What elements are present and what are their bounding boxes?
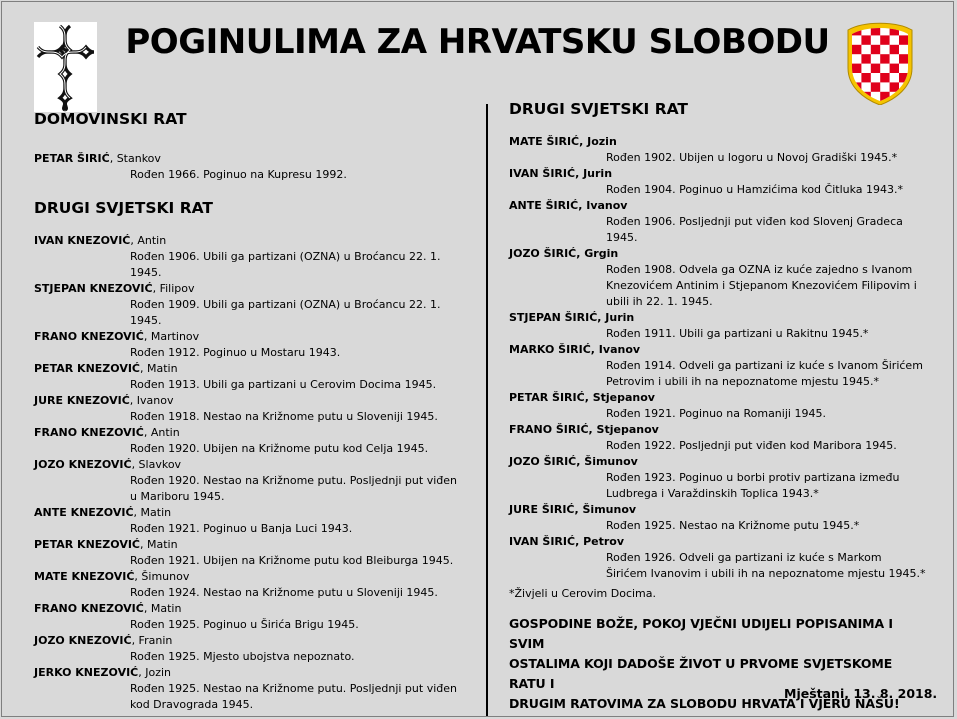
entry-father: , Antin xyxy=(143,426,180,439)
entry-father: , Grgin xyxy=(576,247,619,260)
memorial-entry xyxy=(509,134,929,166)
entry-detail: Rođen 1966. Poginuo na Kupresu 1992. xyxy=(130,168,347,181)
braided-cross-icon xyxy=(34,22,97,112)
entry-father: , Jurin xyxy=(597,311,635,324)
entry-father: , Stjepanov xyxy=(588,423,659,436)
entry-father: , Šimunov xyxy=(574,503,637,516)
memorial-entry xyxy=(34,633,474,665)
entry-detail: Rođen 1922. Posljednji put viđen kod Maribora 1945. xyxy=(606,439,897,452)
entry-detail: Rođen 1909. Ubili ga partizani (OZNA) u Broćancu 22. 1. 1945. xyxy=(130,298,441,327)
entry-detail: Rođen 1902. Ubijen u logoru u Novoj Gradiški 1945.* xyxy=(606,151,898,164)
entry-name: PETAR ŠIRIĆ xyxy=(34,152,110,165)
entry-detail: Ludbrega i Varaždinskih Toplica 1943.* xyxy=(606,487,819,500)
prayer-line: OSTALIMA KOJI DADOŠE ŽIVOT U PRVOME SVJETSKOME RATU I xyxy=(509,656,893,691)
entry-name: MATE KNEZOVIĆ xyxy=(34,570,135,583)
memorial-entry xyxy=(509,422,929,454)
entry-name: JURE ŠIRIĆ xyxy=(509,503,575,516)
entry-detail: Rođen 1914. Odveli ga partizani iz kuće s Ivanom Širićem xyxy=(606,359,923,372)
memorial-entry xyxy=(34,151,474,183)
prayer-line: DRUGIM RATOVIMA ZA SLOBODU HRVATA I VJERU NAŠU! xyxy=(509,696,900,711)
memorial-entry xyxy=(34,393,474,425)
entry-father: , Matin xyxy=(133,506,172,519)
entry-father: , Stankov xyxy=(109,152,161,165)
entry-father: , Stjepanov xyxy=(584,391,655,404)
left-column xyxy=(34,108,474,713)
entry-name: IVAN KNEZOVIĆ xyxy=(34,234,131,247)
entry-name: FRANO ŠIRIĆ xyxy=(509,423,589,436)
entry-name: IVAN ŠIRIĆ xyxy=(509,167,576,180)
memorial-entry xyxy=(34,601,474,633)
memorial-entry xyxy=(509,502,929,534)
entry-name: FRANO KNEZOVIĆ xyxy=(34,330,144,343)
entry-name: JOZO KNEZOVIĆ xyxy=(34,634,132,647)
memorial-entry xyxy=(509,454,929,502)
footnote: *Živjeli u Cerovim Docima. xyxy=(509,587,656,600)
entry-detail: Rođen 1921. Poginuo u Banja Luci 1943. xyxy=(130,522,353,535)
entry-detail: Rođen 1904. Poginuo u Hamzićima kod Čitluka 1943.* xyxy=(606,183,904,196)
entry-name: MATE ŠIRIĆ xyxy=(509,135,580,148)
signature: Mještani, 13. 8. 2018. xyxy=(784,686,938,701)
memorial-entry xyxy=(34,569,474,601)
entry-detail: Rođen 1906. Posljednji put viđen kod Slovenj Gradeca xyxy=(606,215,903,228)
page-title: POGINULIMA ZA HRVATSKU SLOBODU xyxy=(125,22,830,62)
entry-detail: Rođen 1925. Poginuo u Širića Brigu 1945. xyxy=(130,618,359,631)
entry-name: JERKO KNEZOVIĆ xyxy=(34,666,139,679)
memorial-entry xyxy=(34,505,474,537)
entry-detail: Rođen 1920. Ubijen na Križnome putu kod Celja 1945. xyxy=(130,442,429,455)
entry-name: JURE KNEZOVIĆ xyxy=(34,394,130,407)
section-heading-ww2-right: DRUGI SVJETSKI RAT xyxy=(509,100,688,118)
memorial-entry xyxy=(34,233,474,281)
memorial-entry xyxy=(509,342,929,390)
prayer-line: GOSPODINE BOŽE, POKOJ VJEČNI UDIJELI POPISANIMA I SVIM xyxy=(509,616,893,651)
memorial-entry xyxy=(34,665,474,713)
memorial-entry xyxy=(509,166,929,198)
memorial-entry xyxy=(509,310,929,342)
entry-name: JOZO KNEZOVIĆ xyxy=(34,458,132,471)
column-divider xyxy=(486,104,488,716)
entry-detail: Širićem Ivanovim i ubili ih na nepoznatome mjestu 1945.* xyxy=(606,567,926,580)
entry-name: MARKO ŠIRIĆ xyxy=(509,343,591,356)
entry-father: , Jurin xyxy=(575,167,613,180)
entry-detail: Rođen 1911. Ubili ga partizani u Rakitnu 1945.* xyxy=(606,327,869,340)
section-heading-homeland-war: DOMOVINSKI RAT xyxy=(34,110,187,128)
entry-detail: Rođen 1924. Nestao na Križnome putu u Sloveniji 1945. xyxy=(130,586,438,599)
entry-detail: kod Dravograda 1945. xyxy=(130,698,254,711)
entry-father: , Matin xyxy=(140,538,178,551)
entry-name: ANTE ŠIRIĆ xyxy=(509,199,579,212)
entry-detail: Rođen 1921. Ubijen na Križnome putu kod Bleiburga 1945. xyxy=(130,554,454,567)
memorial-entry xyxy=(34,537,474,569)
entry-name: PETAR KNEZOVIĆ xyxy=(34,538,140,551)
entry-detail: Rođen 1926. Odveli ga partizani iz kuće s Markom xyxy=(606,551,882,564)
entry-father: , Franin xyxy=(131,634,173,647)
memorial-entry xyxy=(34,329,474,361)
section-heading-ww2-left: DRUGI SVJETSKI RAT xyxy=(34,199,213,217)
right-column xyxy=(509,98,929,714)
entry-father: , Martinov xyxy=(143,330,200,343)
entry-name: FRANO KNEZOVIĆ xyxy=(34,426,144,439)
entry-name: IVAN ŠIRIĆ xyxy=(509,535,576,548)
memorial-entry xyxy=(509,198,929,246)
memorial-entry xyxy=(34,281,474,329)
entry-detail: Rođen 1913. Ubili ga partizani u Cerovim Docima 1945. xyxy=(130,378,437,391)
entry-detail: Rođen 1920. Nestao na Križnome putu. Posljednji put viđen xyxy=(130,474,457,487)
entry-detail: Rođen 1925. Mjesto ubojstva nepoznato. xyxy=(130,650,355,663)
memorial-entry xyxy=(34,457,474,505)
entry-detail: Rođen 1925. Nestao na Križnome putu. Posljednji put viđen xyxy=(130,682,457,695)
entry-name: JOZO ŠIRIĆ xyxy=(509,247,577,260)
memorial-entry xyxy=(509,246,929,310)
entry-father: , Jozin xyxy=(579,135,617,148)
entry-father: , Filipov xyxy=(152,282,195,295)
entry-name: PETAR KNEZOVIĆ xyxy=(34,362,140,375)
entry-father: , Antin xyxy=(130,234,167,247)
entry-detail: Rođen 1906. Ubili ga partizani (OZNA) u Broćancu 22. 1. 1945. xyxy=(130,250,441,279)
entry-detail: Rođen 1925. Nestao na Križnome putu 1945.* xyxy=(606,519,860,532)
entry-name: ANTE KNEZOVIĆ xyxy=(34,506,134,519)
entry-detail: Knezovićem Antinim i Stjepanom Knezovićem Filipovim i xyxy=(606,279,917,292)
entry-detail: Rođen 1918. Nestao na Križnome putu u Sloveniji 1945. xyxy=(130,410,438,423)
entry-detail: Rođen 1921. Poginuo na Romaniji 1945. xyxy=(606,407,826,420)
entry-father: , Slavkov xyxy=(131,458,182,471)
entry-name: STJEPAN KNEZOVIĆ xyxy=(34,282,153,295)
memorial-entry xyxy=(509,534,929,582)
memorial-entry xyxy=(509,390,929,422)
entry-name: JOZO ŠIRIĆ xyxy=(509,455,577,468)
entry-father: , Matin xyxy=(143,602,182,615)
entry-detail: u Mariboru 1945. xyxy=(130,490,225,503)
entry-detail: Rođen 1923. Poginuo u borbi protiv partizana između xyxy=(606,471,900,484)
entry-father: , Ivanov xyxy=(129,394,174,407)
entry-detail: Rođen 1912. Poginuo u Mostaru 1943. xyxy=(130,346,341,359)
croatian-shield-icon xyxy=(840,20,920,105)
memorial-entry xyxy=(34,425,474,457)
entry-detail: Petrovim i ubili ih na nepoznatome mjestu 1945.* xyxy=(606,375,880,388)
entry-father: , Ivanov xyxy=(590,343,641,356)
entry-name: STJEPAN ŠIRIĆ xyxy=(509,311,598,324)
entry-father: , Petrov xyxy=(575,535,625,548)
entry-father: , Ivanov xyxy=(578,199,628,212)
memorial-entry xyxy=(34,361,474,393)
entry-father: , Šimunov xyxy=(576,455,638,468)
entry-father: , Jozin xyxy=(138,666,172,679)
entry-name: PETAR ŠIRIĆ xyxy=(509,391,585,404)
entry-detail: ubili ih 22. 1. 1945. xyxy=(606,295,713,308)
entry-name: FRANO KNEZOVIĆ xyxy=(34,602,144,615)
entry-father: , Matin xyxy=(140,362,178,375)
entry-detail: 1945. xyxy=(606,231,638,244)
entry-detail: Rođen 1908. Odvela ga OZNA iz kuće zajedno s Ivanom xyxy=(606,263,913,276)
entry-father: , Šimunov xyxy=(134,570,190,583)
